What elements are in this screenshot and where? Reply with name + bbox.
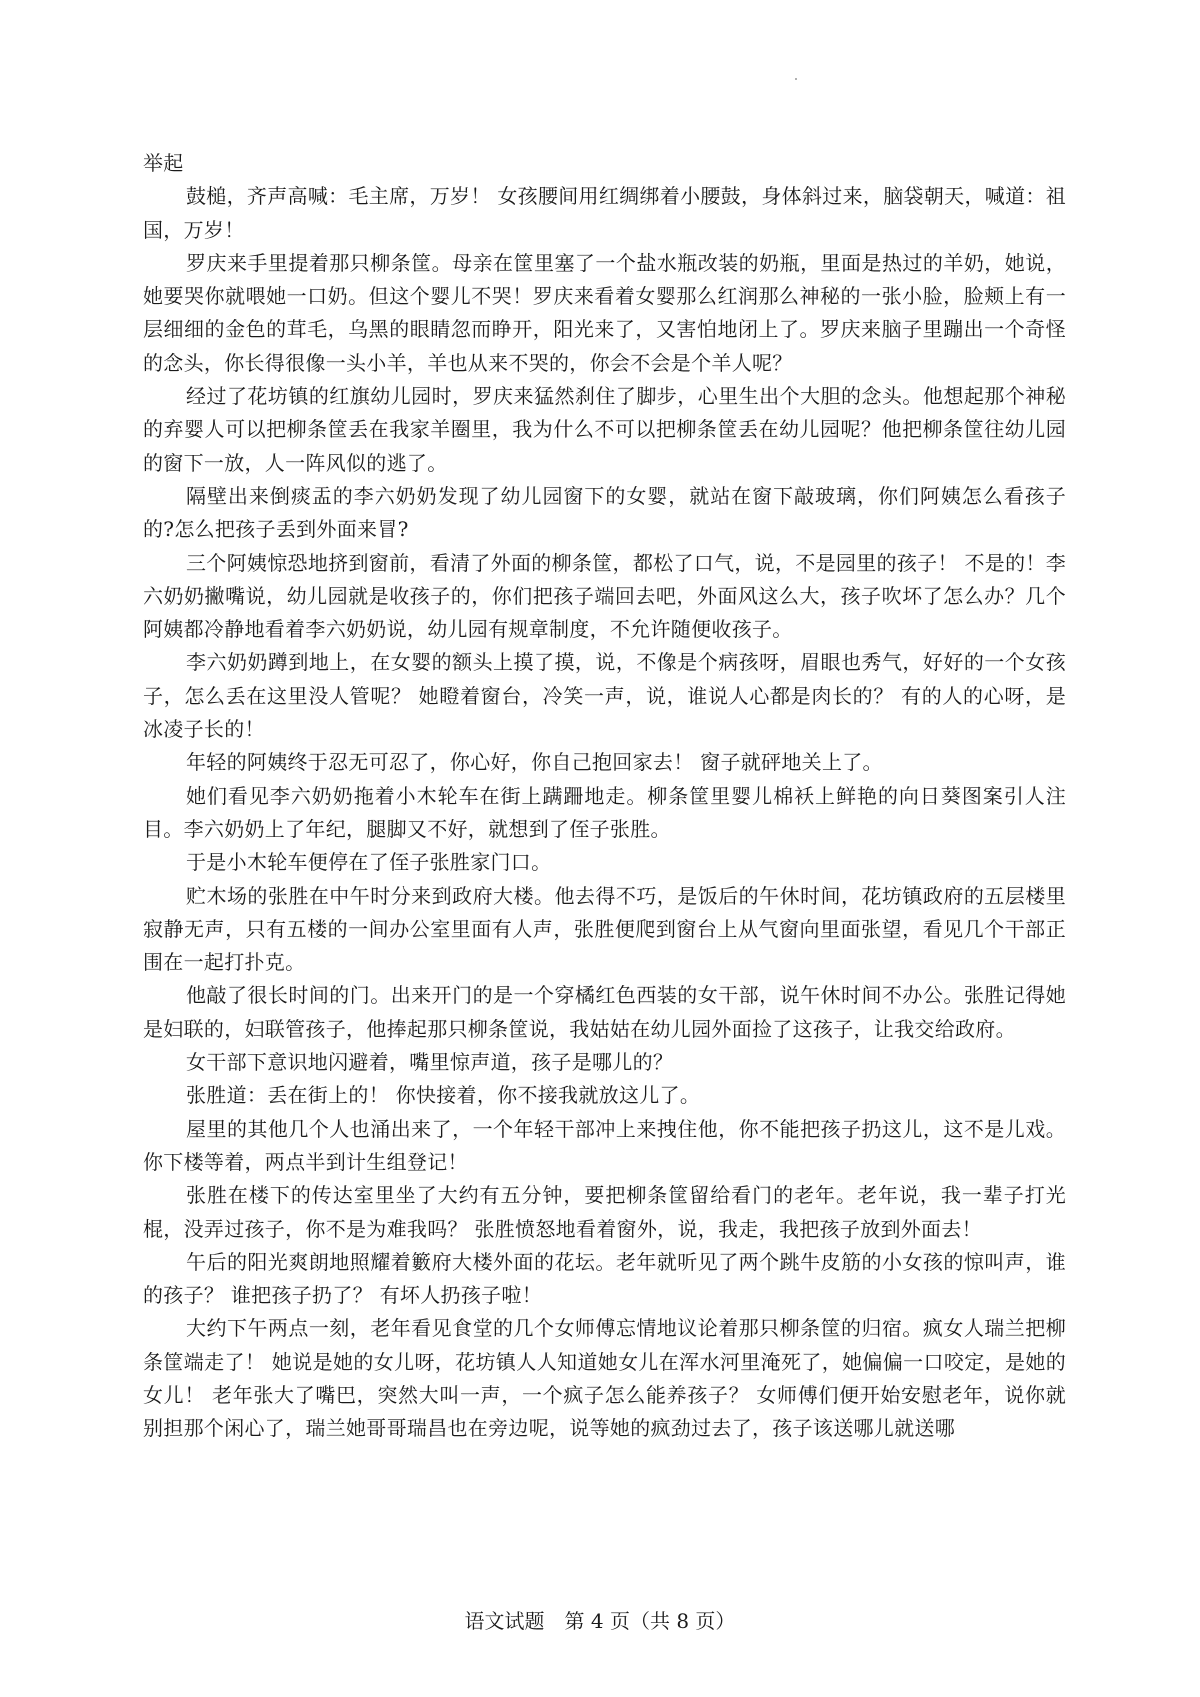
paragraph: 鼓槌，齐声高喊：毛主席，万岁！ 女孩腰间用红绸绑着小腰鼓，身体斜过来，脑袋朝天，喊道：祖国，万岁！ (143, 184, 1066, 242)
paragraph: 午后的阳光爽朗地照耀着籔府大楼外面的花坛。老年就听见了两个跳牛皮筋的小女孩的惊叫声，谁的孩子？ 谁把孩子扔了？ 有坏人扔孩子啦！ (143, 1249, 1066, 1308)
paragraph: 张胜道：丢在街上的！ 你快接着，你不接我就放这儿了。 (186, 1083, 701, 1108)
paragraph: 年轻的阿姨终于忍无可忍了，你心好，你自己抱回家去！ 窗子就砰地关上了。 (186, 750, 883, 775)
passage-body (143, 147, 1066, 1446)
paragraph: 经过了花坊镇的红旗幼儿园时，罗庆来猛然刹住了脚步，心里生出个大胆的念头。他想起那个神秘的弃婴人可以把柳条筐丢在我家羊圈里，我为什么不可以把柳条筐丢在幼儿园呢？他把柳条筐往幼儿园的窗下一放，人一阵风似的逃了。 (143, 384, 1066, 475)
paragraph: 三个阿姨惊恐地挤到窗前，看清了外面的柳条筐，都松了口气，说，不是园里的孩子！ 不是的！李六奶奶撇嘴说，幼儿园就是收孩子的，你们把孩子端回去吧，外面风这么大，孩子吹坏了怎么办？几个阿姨都冷静地看着李六奶奶说，幼儿园有规章制度，不允许随便收孩子。 (143, 550, 1066, 642)
paragraph: 大约下午两点一刻，老年看见食堂的几个女师傅忘情地议论着那只柳条筐的归宿。疯女人瑞兰把柳条筐端走了！ 她说是她的女儿呀，花坊镇人人知道她女儿在浑水河里淹死了，她偏偏一口咬定，是她的女儿！ 老年张大了嘴巴，突然大叫一声，一个疯子怎么能养孩子？ 女师傅们便开始安慰老年，说你就别担那个闲心了，瑞兰她哥哥瑞昌也在旁边呢，说等她的疯劲过去了，孩子该送哪儿就送哪 (143, 1316, 1066, 1441)
paragraph: 女干部下意识地闪避着，嘴里惊声道，孩子是哪儿的？ (186, 1050, 674, 1075)
paragraph: 贮木场的张胜在中午时分来到政府大楼。他去得不巧，是饭后的午休时间，花坊镇政府的五层楼里寂静无声，只有五楼的一间办公室里面有人声，张胜便爬到窗台上从气窗向里面张望，看见几个干部正围在一起打扑克。 (143, 883, 1066, 975)
paragraph: 举起 (143, 151, 184, 175)
paragraph: 张胜在楼下的传达室里坐了大约有五分钟，要把柳条筐留给看门的老年。老年说，我一辈子打光棍，没弄过孩子，你不是为难我吗？ 张胜愤怒地看着窗外，说，我走，我把孩子放到外面去！ (143, 1183, 1066, 1241)
paragraph: 于是小木轮车便停在了侄子张胜家门口。 (186, 850, 552, 875)
paragraph: 她们看见李六奶奶拖着小木轮车在街上蹒跚地走。柳条筐里婴儿棉袄上鲜艳的向日葵图案引人注目。李六奶奶上了年纪，腿脚又不好，就想到了侄子张胜。 (143, 783, 1066, 841)
paragraph: 隔壁出来倒痰盂的李六奶奶发现了幼儿园窗下的女婴，就站在窗下敲玻璃，你们阿姨怎么看孩子的?怎么把孩子丢到外面来冒? (143, 483, 1066, 542)
paragraph: 屋里的其他几个人也涌出来了，一个年轻干部冲上来拽住他，你不能把孩子扔这儿，这不是儿戏。你下楼等着，两点半到计生组登记！ (143, 1116, 1066, 1174)
paragraph: 李六奶奶蹲到地上，在女婴的额头上摸了摸，说，不像是个病孩呀，眉眼也秀气，好好的一个女孩子，怎么丢在这里没人管呢？ 她瞪着窗台，冷笑一声，说，谁说人心都是肉长的？ 有的人的心呀，是冰凌子长的！ (143, 650, 1066, 742)
scan-speck (795, 78, 797, 80)
paragraph: 他敲了很长时间的门。出来开门的是一个穿橘红色西装的女干部，说午休时间不办公。张胜记得她是妇联的，妇联管孩子，他捧起那只柳条筐说，我姑姑在幼儿园外面捡了这孩子，让我交给政府。 (143, 983, 1066, 1041)
paragraph: 罗庆来手里提着那只柳条筐。母亲在筐里塞了一个盐水瓶改装的奶瓶，里面是热过的羊奶，她说，她要哭你就喂她一口奶。但这个婴儿不哭！罗庆来看着女婴那么红润那么神秘的一张小脸，脸颊上有一层细细的金色的茸毛，乌黑的眼睛忽而睁开，阳光来了，又害怕地闭上了。罗庆来脑子里蹦出一个奇怪的念头，你长得很像一头小羊，羊也从来不哭的，你会不会是个羊人呢？ (143, 250, 1066, 375)
page-footer: 语文试题 第 4 页（共 8 页） (464, 1609, 736, 1633)
